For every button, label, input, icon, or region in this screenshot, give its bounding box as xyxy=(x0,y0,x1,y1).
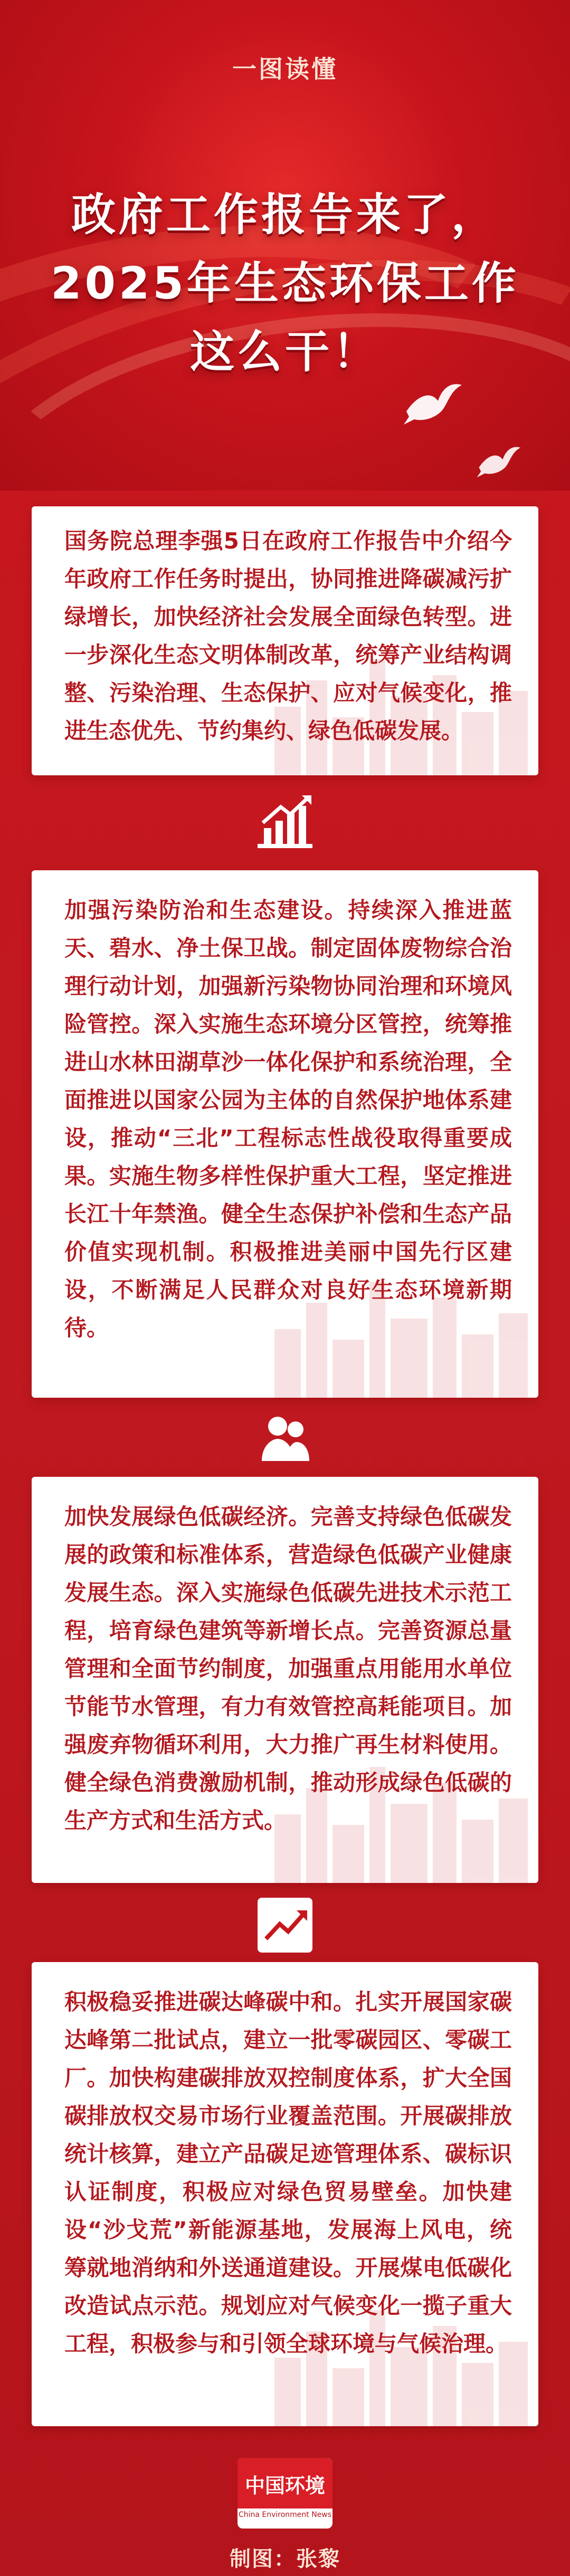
intro-text: 国务院总理李强5日在政府工作报告中介绍今年政府工作任务时提出，协同推进降碳减污扩绿增长，加快经济社会发展全面绿色转型。进一步深化生态文明体制改革，统筹产业结构调整、污染治理、生态保护、应对气候变化，推进生态优先、节约集约、绿色低碳发展。 xyxy=(64,528,512,744)
credit-line: 制图：张黎 xyxy=(230,2547,340,2571)
green-economy-card xyxy=(32,1477,538,1883)
green-economy-text: 加快发展绿色低碳经济。完善支持绿色低碳发展的政策和标准体系，营造绿色低碳产业健康发展生态。深入实施绿色低碳先进技术示范工程，培育绿色建筑等新增长点。完善资源总量管理和全面节约制度，加强重点用能用水单位节能节水管理，有力有效管控高耗能项目。加强废弃物循环利用，大力推广再生材料使用。健全绿色消费激励机制，推动形成绿色低碳的生产方式和生活方式。 xyxy=(64,1504,512,1833)
kicker-label: 一图读懂 xyxy=(232,55,338,83)
carbon-neutrality-card xyxy=(32,1962,538,2426)
logo-english-text: China Environment News xyxy=(238,2511,332,2519)
page-title-line-3: 这么干！ xyxy=(189,326,380,378)
header-banner xyxy=(0,0,570,491)
trend-line-icon xyxy=(253,1893,317,1957)
pollution-prevention-text: 加强污染防治和生态建设。持续深入推进蓝天、碧水、净土保卫战。制定固体废物综合治理行动计划，加强新污染物协同治理和环境风险管控。深入实施生态环境分区管控，统筹推进山水林田湖草沙一体化保护和系统治理，全面推进以国家公园为主体的自然保护地体系建设，推动“三北”工程标志性战役取得重要成果。实施生物多样性保护重大工程，坚定推进长江十年禁渔。健全生态保护补偿和生态产品价值实现机制。积极推进美丽中国先行区建设，不断满足人民群众对良好生态环境新期待。 xyxy=(64,897,512,1341)
intro-card xyxy=(32,506,538,775)
carbon-neutrality-text: 积极稳妥推进碳达峰碳中和。扎实开展国家碳达峰第二批试点，建立一批零碳园区、零碳工厂。加快构建碳排放双控制度体系，扩大全国碳排放权交易市场行业覆盖范围。开展碳排放统计核算，建立产品碳足迹管理体系、碳标识认证制度，积极应对绿色贸易壁垒。加快建设“沙戈荒”新能源基地，发展海上风电，统筹就地消纳和外送通道建设。开展煤电低碳化改造试点示范。规划应对气候变化一揽子重大工程，积极参与和引领全球环境与气候治理。 xyxy=(64,1989,512,2357)
people-icon xyxy=(253,1408,317,1472)
logo-chinese-text: 中国环境 xyxy=(244,2474,325,2497)
china-environment-logo xyxy=(238,2458,332,2529)
page-title-line-1: 政府工作报告来了， xyxy=(71,189,499,241)
pollution-prevention-card xyxy=(32,870,538,1398)
dove-icon xyxy=(401,380,464,427)
bar-chart-growth-icon xyxy=(253,791,317,854)
dove-icon xyxy=(475,443,522,480)
page-title-line-2: 2025年生态环保工作 xyxy=(51,257,519,309)
